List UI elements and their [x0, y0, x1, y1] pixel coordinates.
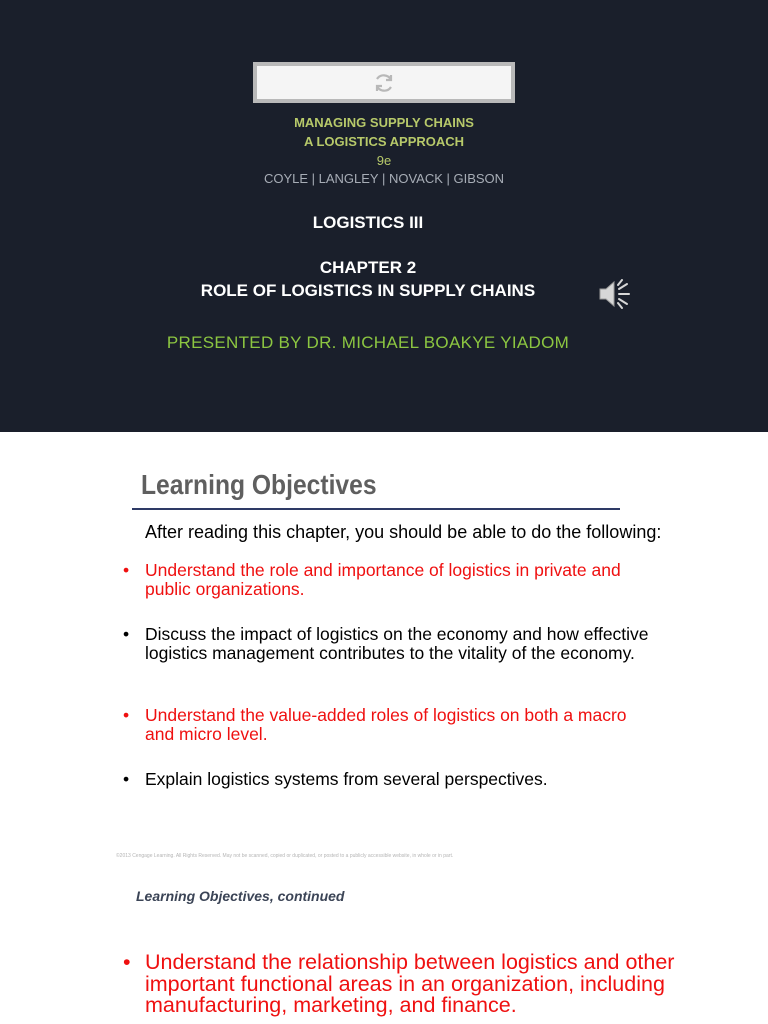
bullet: •: [123, 705, 130, 725]
title-slide: [0, 0, 768, 432]
refresh-icon: [372, 71, 396, 95]
intro-text: After reading this chapter, you should be able to do the following:: [145, 522, 662, 542]
chapter-title: ROLE OF LOGISTICS IN SUPPLY CHAINS: [200, 281, 536, 300]
course-title: LOGISTICS III: [312, 213, 424, 232]
title-divider: [132, 508, 620, 510]
book-authors: COYLE | LANGLEY | NOVACK | GIBSON: [263, 171, 505, 186]
objective-item: [118, 952, 678, 1017]
bullet: •: [123, 950, 131, 974]
book-title-line-1: MANAGING SUPPLY CHAINS: [294, 115, 474, 130]
chapter-number: CHAPTER 2: [319, 258, 417, 277]
objective-text: Understand the role and importance of logistics in private and public organizations.: [145, 560, 621, 599]
bullet: •: [123, 769, 130, 789]
objective-text: Discuss the impact of logistics on the economy and how effective logistics management contributes to the vitality of the economy.: [145, 624, 649, 663]
objective-item: [118, 770, 658, 789]
book-cover-placeholder: [253, 62, 515, 103]
presenter-credit: PRESENTED BY DR. MICHAEL BOAKYE YIADOM: [166, 333, 570, 352]
continued-title: Learning Objectives, continued: [136, 888, 345, 904]
objective-item: [118, 625, 658, 663]
bullet: •: [123, 560, 130, 580]
objective-text: Understand the relationship between logistics and other important functional areas in an organization, including manufacturing, marketing, and finance.: [145, 950, 675, 1017]
bullet: •: [123, 624, 130, 644]
speaker-icon[interactable]: [598, 279, 632, 309]
copyright-notice: ©2013 Cengage Learning. All Rights Reserved. May not be scanned, copied or duplicated, or posted to a publicly accessible website, in whole or in part.: [116, 853, 454, 859]
objective-item: [118, 561, 658, 599]
objective-item: [118, 706, 658, 744]
book-edition: 9e: [376, 153, 392, 168]
slide-title: Learning Objectives: [141, 469, 377, 500]
book-title-line-2: A LOGISTICS APPROACH: [303, 134, 465, 149]
objective-text: Understand the value-added roles of logistics on both a macro and micro level.: [145, 705, 627, 744]
objective-text: Explain logistics systems from several perspectives.: [145, 769, 548, 789]
